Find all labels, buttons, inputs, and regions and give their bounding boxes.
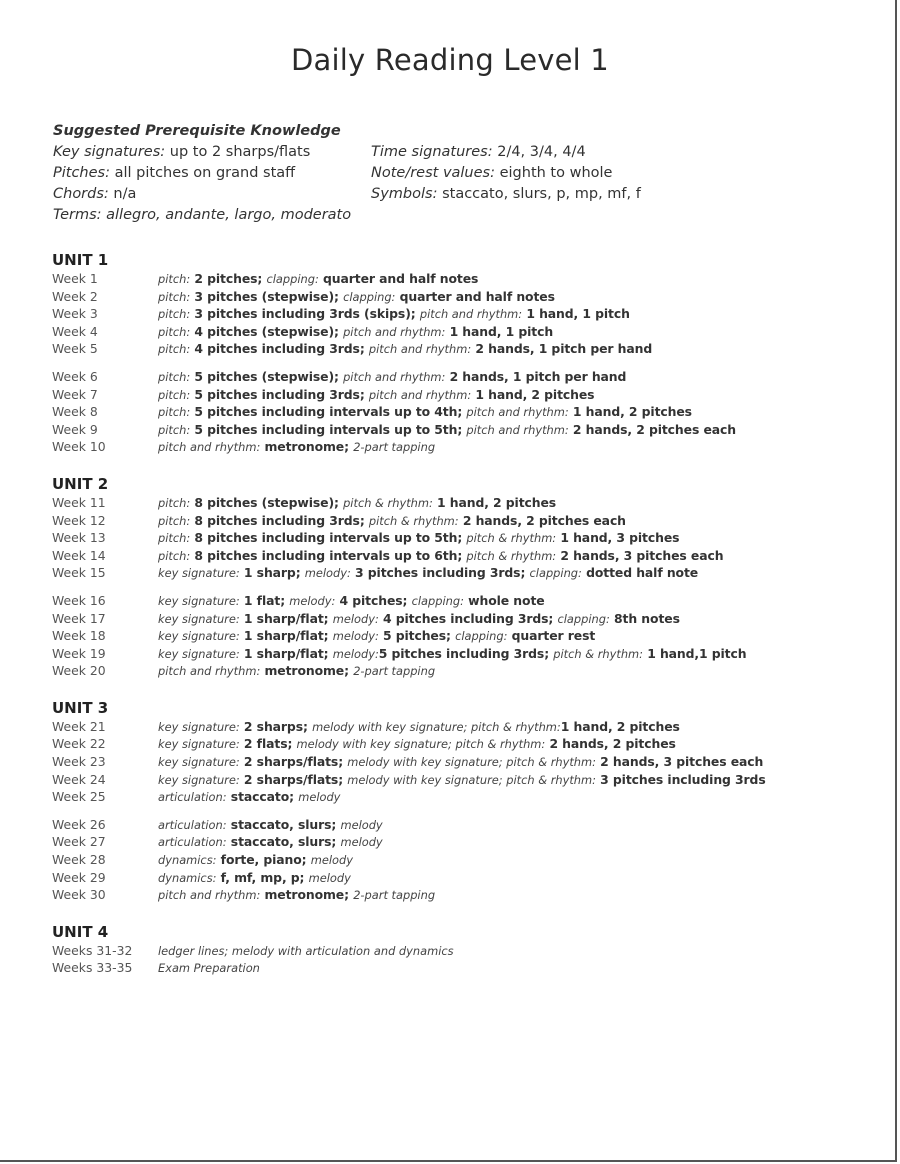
week-description <box>158 340 652 358</box>
week-row <box>52 512 766 530</box>
week-description <box>158 386 594 404</box>
week-row <box>52 564 766 582</box>
week-row <box>52 494 766 512</box>
activity-label: pitch: <box>158 548 191 563</box>
week-description <box>158 662 435 680</box>
prerequisite-item <box>53 142 371 163</box>
week-label: Week 2 <box>52 288 98 304</box>
week-description <box>158 627 595 645</box>
week-label: Week 9 <box>52 421 98 437</box>
activity-label: ledger lines; melody with articulation and dynamics <box>158 943 454 958</box>
activity-label: pitch and rhythm: <box>466 405 569 420</box>
week-label: Week 21 <box>52 718 106 734</box>
activity-label: melody with key signature; pitch & rhythm: <box>347 755 596 770</box>
week-description <box>158 942 454 960</box>
unit-heading: UNIT 2 <box>52 474 109 493</box>
prerequisite-row <box>53 184 641 205</box>
week-label: Week 13 <box>52 530 106 546</box>
prerequisite-label: Note/rest values: <box>371 165 495 181</box>
prerequisite-knowledge <box>53 123 641 226</box>
activity-label: melody <box>340 835 383 850</box>
activity-label: pitch: <box>158 342 191 357</box>
prerequisite-rows <box>53 142 641 226</box>
activity-label: pitch: <box>158 272 191 286</box>
week-row <box>52 323 766 341</box>
activity-label: melody <box>308 870 351 885</box>
activity-label: clapping: <box>455 629 508 644</box>
activity-value: 1 sharp/flat; <box>239 628 333 644</box>
week-description <box>158 270 478 288</box>
week-description <box>158 494 556 512</box>
week-row <box>52 529 766 547</box>
week-label: Weeks 31-32 <box>52 942 133 958</box>
activity-label: key signature: <box>158 719 240 734</box>
activity-value: 8th notes <box>609 610 680 626</box>
activity-label: clapping: <box>557 611 610 626</box>
activity-value: 5 pitches; <box>378 628 456 644</box>
activity-value: 8 pitches (stepwise); <box>190 494 344 510</box>
activity-value: 8 pitches including 3rds; <box>190 512 369 528</box>
week-label: Week 24 <box>52 771 106 787</box>
activity-label: pitch: <box>158 513 191 528</box>
activity-label: pitch & rhythm: <box>368 513 459 528</box>
activity-value: 2 hands, 1 pitch per hand <box>445 368 627 384</box>
activity-label: clapping: <box>343 289 396 304</box>
activity-value: 4 pitches including 3rds; <box>190 341 369 357</box>
activity-label: 2-part tapping <box>353 664 436 679</box>
activity-label: pitch: <box>158 422 191 437</box>
prerequisite-value: n/a <box>108 186 137 202</box>
week-description <box>158 305 630 323</box>
activity-value: 2 hands, 3 pitches each <box>595 754 764 770</box>
week-row <box>52 735 766 753</box>
week-description <box>158 564 698 582</box>
activity-value: 5 pitches including intervals up to 5th; <box>190 421 467 437</box>
activity-value: f, mf, mp, p; <box>216 869 309 885</box>
week-description <box>158 547 723 565</box>
week-label: Weeks 33-35 <box>52 960 133 976</box>
week-label: Week 4 <box>52 323 98 339</box>
activity-value: forte, piano; <box>216 852 311 868</box>
week-label: Week 27 <box>52 834 106 850</box>
activity-label: melody: <box>332 629 379 644</box>
prerequisite-heading: Suggested Prerequisite Knowledge <box>53 123 341 139</box>
week-description <box>158 886 435 904</box>
activity-value: 2 sharps; <box>239 718 313 734</box>
activity-value: 5 pitches (stepwise); <box>190 368 344 384</box>
activity-label: pitch: <box>158 324 191 339</box>
activity-label: pitch and rhythm: <box>158 440 261 455</box>
week-label: Week 16 <box>52 592 106 608</box>
week-label: Week 15 <box>52 565 106 581</box>
week-label: Week 22 <box>52 736 106 752</box>
activity-value: 2 hands, 1 pitch per hand <box>471 341 653 357</box>
activity-label: pitch: <box>158 405 191 420</box>
week-label: Week 12 <box>52 512 106 528</box>
activity-label: dynamics: <box>158 853 217 868</box>
week-row <box>52 833 766 851</box>
activity-value: 3 pitches including 3rds <box>595 771 766 787</box>
activity-value: 4 pitches (stepwise); <box>190 323 344 339</box>
week-row <box>52 886 766 904</box>
activity-label: melody with key signature; pitch & rhythm: <box>312 719 561 734</box>
prerequisite-label: Symbols: <box>371 186 438 202</box>
activity-value: 1 hand, 3 pitches <box>556 530 680 546</box>
activity-label: clapping: <box>411 593 464 608</box>
activity-label: melody with key signature; pitch & rhythm: <box>296 737 546 752</box>
activity-label: melody: <box>304 566 351 581</box>
activity-label: dynamics: <box>158 870 217 885</box>
activity-label: articulation: <box>158 790 227 805</box>
activity-label: clapping: <box>266 272 319 286</box>
activity-value: 1 sharp/flat; <box>239 645 333 661</box>
activity-value: metronome; <box>260 663 354 679</box>
activity-label: pitch and rhythm: <box>368 342 472 357</box>
activity-label: articulation: <box>158 835 227 850</box>
week-description <box>158 592 545 610</box>
week-description <box>158 771 766 789</box>
prerequisite-label: Key signatures: <box>53 144 166 160</box>
week-label: Week 23 <box>52 754 106 770</box>
activity-label: melody <box>340 817 383 832</box>
activity-label: pitch and rhythm: <box>158 664 261 679</box>
activity-value: whole note <box>463 592 545 608</box>
activity-label: pitch: <box>158 531 191 546</box>
week-label: Week 26 <box>52 816 106 832</box>
week-description <box>158 816 383 834</box>
activity-label: pitch: <box>158 369 191 384</box>
prerequisite-value: all pitches on grand staff <box>109 165 296 181</box>
activity-label: melody: <box>332 646 379 661</box>
week-row <box>52 270 766 288</box>
week-row <box>52 305 766 323</box>
prerequisite-item <box>371 163 612 184</box>
activity-value: 1 flat; <box>239 592 290 608</box>
activity-label: key signature: <box>158 772 240 787</box>
prerequisite-item <box>53 163 371 184</box>
week-label: Week 20 <box>52 663 106 679</box>
week-row <box>52 942 766 960</box>
activity-value: metronome; <box>260 887 354 903</box>
week-row <box>52 421 766 439</box>
prerequisite-value: eighth to whole <box>495 165 613 181</box>
week-row <box>52 288 766 306</box>
activity-label: melody: <box>289 593 336 608</box>
activity-value: 1 hand,1 pitch <box>643 645 747 661</box>
activity-label: pitch and rhythm: <box>466 422 569 437</box>
week-description <box>158 529 679 547</box>
week-label: Week 10 <box>52 439 106 455</box>
prerequisite-item <box>371 184 641 205</box>
activity-label: pitch and rhythm: <box>343 324 446 339</box>
week-label: Week 30 <box>52 887 106 903</box>
activity-value: 4 pitches; <box>335 592 412 608</box>
activity-label: key signature: <box>158 611 240 626</box>
prerequisite-item <box>53 184 371 205</box>
unit-heading: UNIT 1 <box>52 251 109 269</box>
week-description <box>158 368 626 386</box>
activity-value: quarter and half notes <box>395 288 555 304</box>
activity-value: staccato; <box>226 789 299 805</box>
activity-value: quarter and half notes <box>318 271 479 286</box>
activity-label: melody <box>298 790 341 805</box>
unit-section <box>52 922 766 977</box>
week-label: Week 7 <box>52 386 98 402</box>
units-list <box>52 250 766 995</box>
activity-value: 5 pitches including 3rds; <box>190 386 369 402</box>
week-description <box>158 718 680 736</box>
week-row <box>52 547 766 565</box>
week-description <box>158 833 383 851</box>
prerequisite-value: staccato, slurs, p, mp, mf, f <box>437 186 641 202</box>
activity-value: quarter rest <box>507 628 596 644</box>
week-row <box>52 386 766 404</box>
activity-label: pitch and rhythm: <box>419 307 523 322</box>
activity-value: staccato, slurs; <box>226 816 341 832</box>
week-description <box>158 869 351 887</box>
week-label: Week 1 <box>52 271 98 286</box>
activity-value: 1 hand, 2 pitches <box>560 718 680 734</box>
page-title: Daily Reading Level 1 <box>291 43 609 77</box>
activity-label: pitch and rhythm: <box>158 888 261 903</box>
activity-value: 4 pitches including 3rds; <box>378 610 558 626</box>
week-description <box>158 788 340 806</box>
activity-value: 2 hands, 2 pitches each <box>568 421 736 437</box>
activity-label: key signature: <box>158 593 240 608</box>
activity-label: pitch & rhythm: <box>343 495 433 510</box>
activity-label: articulation: <box>158 817 227 832</box>
week-description <box>158 421 736 439</box>
activity-value: 1 sharp/flat; <box>239 610 333 626</box>
prerequisite-row <box>53 205 641 226</box>
unit-heading: UNIT 3 <box>52 698 109 717</box>
activity-value: 2 sharps/flats; <box>239 771 348 787</box>
activity-label: pitch: <box>158 387 191 402</box>
week-label: Week 3 <box>52 306 98 322</box>
week-row <box>52 771 766 789</box>
week-description <box>158 959 260 977</box>
activity-value: 2 hands, 3 pitches each <box>556 547 724 563</box>
activity-label: 2-part tapping <box>353 440 436 455</box>
activity-value: 1 hand, 2 pitches <box>432 494 557 510</box>
activity-value: 1 hand, 1 pitch <box>522 306 630 322</box>
activity-value: 2 sharps/flats; <box>239 754 348 770</box>
prerequisite-row <box>53 163 641 184</box>
activity-value: dotted half note <box>581 565 699 581</box>
week-label: Week 5 <box>52 341 98 357</box>
week-row <box>52 610 766 628</box>
week-row <box>52 403 766 421</box>
week-label: Week 29 <box>52 869 106 885</box>
unit-heading: UNIT 4 <box>52 922 109 941</box>
week-description <box>158 610 680 628</box>
activity-value: staccato, slurs; <box>226 834 341 850</box>
week-row <box>52 788 766 806</box>
week-row <box>52 645 766 663</box>
unit-section <box>52 250 766 456</box>
week-row <box>52 438 766 456</box>
activity-label: pitch & rhythm: <box>466 548 557 563</box>
activity-label: pitch and rhythm: <box>368 387 472 402</box>
week-description <box>158 323 553 341</box>
activity-label: key signature: <box>158 755 240 770</box>
activity-value: 3 pitches including 3rds (skips); <box>190 306 420 322</box>
week-label: Week 11 <box>52 494 106 510</box>
week-description <box>158 438 435 456</box>
week-label: Week 25 <box>52 789 106 805</box>
activity-value: 1 hand, 2 pitches <box>471 386 595 402</box>
prerequisite-value: 2/4, 3/4, 4/4 <box>492 144 586 160</box>
week-row <box>52 662 766 680</box>
prerequisite-label: Terms: allegro, andante, largo, moderato <box>53 207 352 223</box>
unit-section <box>52 474 766 680</box>
activity-label: key signature: <box>158 566 240 581</box>
week-label: Week 17 <box>52 610 106 626</box>
week-description <box>158 512 626 530</box>
week-description <box>158 753 763 771</box>
week-row <box>52 368 766 386</box>
activity-label: pitch: <box>158 495 191 510</box>
unit-section <box>52 698 766 904</box>
activity-label: key signature: <box>158 629 240 644</box>
week-description <box>158 403 692 421</box>
activity-label: pitch and rhythm: <box>343 369 446 384</box>
week-label: Week 8 <box>52 404 98 420</box>
activity-value: 2 flats; <box>239 736 297 752</box>
activity-value: 1 hand, 1 pitch <box>445 323 554 339</box>
activity-label: pitch & rhythm: <box>466 531 557 546</box>
prerequisite-label: Chords: <box>53 186 109 202</box>
prerequisite-value: up to 2 sharps/flats <box>165 144 311 160</box>
prerequisite-item <box>53 205 371 226</box>
prerequisite-label: Pitches: <box>53 165 110 181</box>
week-label: Week 14 <box>52 547 106 563</box>
week-row <box>52 627 766 645</box>
prerequisite-row <box>53 142 641 163</box>
activity-value: 1 hand, 2 pitches <box>568 404 692 420</box>
activity-value: 3 pitches (stepwise); <box>190 288 344 304</box>
week-label: Week 6 <box>52 368 98 384</box>
week-description <box>158 645 746 663</box>
activity-label: pitch: <box>158 307 191 322</box>
activity-label: pitch: <box>158 289 191 304</box>
activity-value: 2 pitches; <box>190 271 267 286</box>
week-row <box>52 959 766 977</box>
activity-value: 1 sharp; <box>239 565 305 581</box>
week-label: Week 28 <box>52 852 106 868</box>
week-description <box>158 735 676 753</box>
activity-label: clapping: <box>529 566 582 581</box>
activity-value: metronome; <box>260 439 354 455</box>
week-row <box>52 718 766 736</box>
activity-value: 2 hands, 2 pitches <box>545 736 676 752</box>
activity-label: melody: <box>332 611 379 626</box>
activity-value: 8 pitches including intervals up to 5th; <box>190 530 467 546</box>
week-description <box>158 851 353 869</box>
activity-label: key signature: <box>158 737 240 752</box>
prerequisite-label: Time signatures: <box>371 144 493 160</box>
activity-label: melody <box>310 853 353 868</box>
activity-value: 5 pitches including 3rds; <box>378 645 554 661</box>
activity-label: pitch & rhythm: <box>553 646 643 661</box>
week-row <box>52 340 766 358</box>
week-label: Week 19 <box>52 645 106 661</box>
activity-value: 8 pitches including intervals up to 6th; <box>190 547 467 563</box>
week-row <box>52 753 766 771</box>
activity-value: 5 pitches including intervals up to 4th; <box>190 404 467 420</box>
week-row <box>52 869 766 887</box>
week-row <box>52 592 766 610</box>
activity-value: 2 hands, 2 pitches each <box>458 512 626 528</box>
activity-label: melody with key signature; pitch & rhythm: <box>347 772 596 787</box>
week-label: Week 18 <box>52 628 106 644</box>
week-description <box>158 288 555 306</box>
week-row <box>52 816 766 834</box>
prerequisite-item <box>371 142 586 163</box>
week-row <box>52 851 766 869</box>
activity-label: Exam Preparation <box>158 961 260 976</box>
activity-value: 3 pitches including 3rds; <box>350 565 530 581</box>
activity-label: 2-part tapping <box>353 888 436 903</box>
activity-label: key signature: <box>158 646 240 661</box>
